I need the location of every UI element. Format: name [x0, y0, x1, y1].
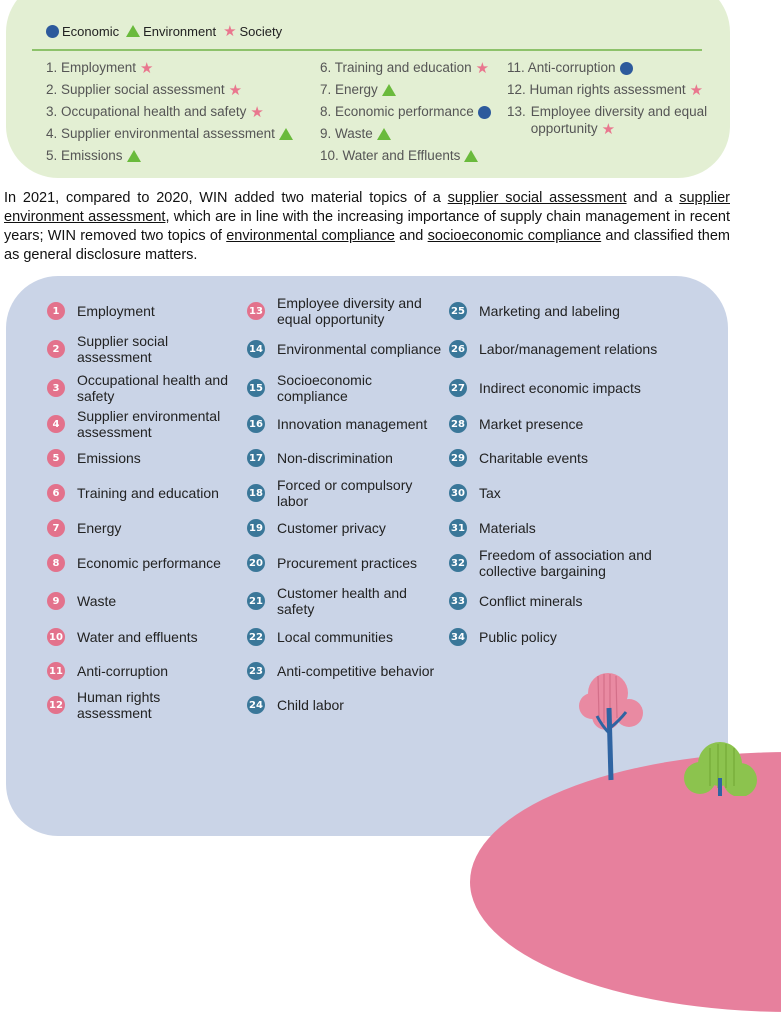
- underlined-topic-text: supplier environment assessment: [4, 190, 730, 225]
- topic-item: [449, 475, 679, 511]
- topic-label: Materials: [479, 520, 536, 536]
- economic-circle-icon: [46, 25, 59, 38]
- environment-triangle-icon: [279, 128, 293, 140]
- topic-item: [247, 510, 443, 546]
- material-topic-label: 6. Training and education: [320, 60, 472, 75]
- material-topic-label: 11. Anti-corruption: [507, 60, 616, 75]
- topic-label: Emissions: [77, 450, 141, 466]
- topic-item: [247, 653, 443, 689]
- material-topic-label: 1. Employment: [46, 60, 137, 75]
- topic-item: [449, 370, 679, 406]
- topic-label: Innovation management: [277, 416, 428, 432]
- topic-item: [47, 510, 237, 546]
- topic-label: Customer health and safety: [277, 585, 407, 617]
- society-star-icon: ★: [601, 120, 616, 138]
- change-description-paragraph: [4, 189, 730, 265]
- underlined-topic-text: socioeconomic compliance: [427, 228, 602, 244]
- topic-label: Energy: [77, 520, 122, 536]
- topic-number-badge: 25: [449, 302, 467, 320]
- topic-number-badge: 3: [47, 379, 65, 397]
- topic-item: [47, 370, 237, 406]
- topic-item: [449, 440, 679, 476]
- material-topic-label: 3. Occupational health and safety: [46, 104, 247, 119]
- topic-label: Tax: [479, 485, 501, 501]
- topic-number-badge: 5: [47, 449, 65, 467]
- topic-number-badge: 4: [47, 415, 65, 433]
- topic-number-badge: 27: [449, 379, 467, 397]
- legend-item: [46, 24, 119, 39]
- topic-item: [247, 293, 443, 329]
- material-topic-item: [507, 101, 725, 137]
- topic-number-badge: 6: [47, 484, 65, 502]
- material-topic-item: [46, 79, 316, 101]
- topic-label: Indirect economic impacts: [479, 380, 641, 396]
- society-star-icon: ★: [140, 59, 154, 77]
- topic-number-badge: 34: [449, 628, 467, 646]
- society-star-icon: ★: [228, 81, 243, 99]
- tree-illustration-icon: [570, 668, 781, 796]
- underlined-topic-text: supplier social assessment: [447, 190, 627, 206]
- topic-label: Public policy: [479, 629, 557, 645]
- topic-item: [247, 583, 443, 619]
- topic-number-badge: 8: [47, 554, 65, 572]
- topic-number-badge: 17: [247, 449, 265, 467]
- topic-label: Environmental compliance: [277, 341, 442, 357]
- topic-label: Charitable events: [479, 450, 588, 466]
- topic-item: [47, 331, 237, 367]
- topic-label: Anti-corruption: [77, 663, 169, 679]
- topic-item: [449, 406, 679, 442]
- topic-label: Non-discrimination: [277, 450, 393, 466]
- material-topic-item: [46, 123, 316, 145]
- topic-item: [247, 440, 443, 476]
- material-topic-number: 13.: [507, 104, 526, 119]
- topic-label: Waste: [77, 593, 117, 609]
- legend-item: [126, 24, 216, 39]
- topic-number-badge: 7: [47, 519, 65, 537]
- paragraph-text: and: [394, 228, 428, 244]
- material-topic-label: 9. Waste: [320, 126, 373, 141]
- legend-label: Environment: [143, 23, 217, 39]
- topic-label: Marketing and labeling: [479, 303, 620, 319]
- environment-triangle-icon: [377, 128, 391, 140]
- topic-item: [449, 545, 679, 581]
- topic-item: [247, 406, 443, 442]
- legend: [46, 22, 289, 40]
- material-topic-item: [320, 101, 510, 123]
- material-topics-column-2: [320, 57, 510, 167]
- topic-label: Human rights assessment: [77, 689, 161, 721]
- topic-item: [47, 619, 237, 655]
- material-topic-item: [46, 101, 316, 123]
- topic-item: [247, 475, 443, 511]
- paragraph-text: and classified them as general disclosure matters.: [4, 228, 731, 263]
- topic-label: Procurement practices: [277, 555, 418, 571]
- topic-number-badge: 9: [47, 592, 65, 610]
- topic-number-badge: 11: [47, 662, 65, 680]
- topic-number-badge: 16: [247, 415, 265, 433]
- topic-item: [449, 293, 679, 329]
- topic-label: Anti-competitive behavior: [277, 663, 435, 679]
- topic-item: [47, 653, 237, 689]
- topic-label: Socioeconomic compliance: [277, 372, 372, 404]
- material-topic-item: [320, 79, 510, 101]
- society-star-icon: ★: [689, 81, 704, 99]
- economic-circle-icon: [478, 106, 491, 119]
- topic-number-badge: 10: [47, 628, 65, 646]
- material-topic-label: Employee diversity and equal opportunity: [530, 104, 708, 136]
- material-topic-item: [320, 145, 510, 167]
- topic-label: Supplier environmental assessment: [77, 408, 221, 440]
- topic-number-badge: 18: [247, 484, 265, 502]
- topic-number-badge: 19: [247, 519, 265, 537]
- topic-number-badge: 13: [247, 302, 265, 320]
- topic-number-badge: 22: [247, 628, 265, 646]
- topic-label: Forced or compulsory labor: [277, 477, 413, 509]
- material-topics-column-3: [507, 57, 725, 137]
- legend-divider: [32, 49, 702, 51]
- topic-item: [247, 687, 443, 723]
- material-topic-item: [507, 57, 725, 79]
- society-star-icon: ★: [475, 59, 490, 77]
- material-topic-label: 8. Economic performance: [320, 104, 474, 119]
- topic-label: Occupational health and safety: [77, 372, 228, 404]
- topic-item: [247, 331, 443, 367]
- topic-number-badge: 23: [247, 662, 265, 680]
- topic-item: [47, 293, 237, 329]
- material-topic-label: 4. Supplier environmental assessment: [46, 126, 275, 141]
- topic-number-badge: 30: [449, 484, 467, 502]
- topic-item: [247, 370, 443, 406]
- material-topic-label: 2. Supplier social assessment: [46, 82, 225, 97]
- topic-label: Water and effluents: [77, 629, 198, 645]
- topic-item: [247, 545, 443, 581]
- material-topic-item: [46, 145, 316, 167]
- society-star-icon: ★: [223, 22, 237, 40]
- legend-label: Society: [239, 23, 283, 39]
- environment-triangle-icon: [127, 150, 141, 162]
- material-topic-label: 5. Emissions: [46, 148, 123, 163]
- topic-label: Supplier social assessment: [77, 333, 169, 365]
- legend-label: Economic: [62, 23, 120, 39]
- environment-triangle-icon: [126, 25, 140, 37]
- topic-number-badge: 33: [449, 592, 467, 610]
- topic-number-badge: 2: [47, 340, 65, 358]
- material-topic-label: 7. Energy: [320, 82, 378, 97]
- topic-item: [47, 687, 237, 723]
- society-star-icon: ★: [250, 103, 264, 121]
- topic-number-badge: 12: [47, 696, 65, 714]
- topic-label: Conflict minerals: [479, 593, 583, 609]
- topic-item: [449, 583, 679, 619]
- topic-number-badge: 21: [247, 592, 265, 610]
- material-topic-label: 10. Water and Effluents: [320, 148, 461, 163]
- environment-triangle-icon: [464, 150, 478, 162]
- economic-circle-icon: [620, 62, 633, 75]
- topic-number-badge: 15: [247, 379, 265, 397]
- topic-item: [449, 331, 679, 367]
- topic-item: [247, 619, 443, 655]
- topic-item: [449, 619, 679, 655]
- topic-number-badge: 32: [449, 554, 467, 572]
- topic-label: Employee diversity and equal opportunity: [277, 295, 422, 327]
- topic-number-badge: 24: [247, 696, 265, 714]
- topic-item: [47, 406, 237, 442]
- topic-label: Training and education: [77, 485, 219, 501]
- topic-item: [47, 475, 237, 511]
- topic-number-badge: 28: [449, 415, 467, 433]
- material-topic-item: [320, 57, 510, 79]
- topic-label: Employment: [77, 303, 155, 319]
- material-topic-item: [320, 123, 510, 145]
- material-topic-item: [46, 57, 316, 79]
- material-topics-column-1: [46, 57, 316, 167]
- topic-label: Child labor: [277, 697, 344, 713]
- topic-label: Freedom of association and collective bargaining: [479, 547, 652, 579]
- paragraph-text: In 2021, compared to 2020, WIN added two material topics of a: [4, 190, 448, 206]
- environment-triangle-icon: [382, 84, 396, 96]
- topic-item: [449, 510, 679, 546]
- material-topic-item: [507, 79, 725, 101]
- paragraph-text: and a: [626, 190, 680, 206]
- topic-item: [47, 440, 237, 476]
- topic-label: Economic performance: [77, 555, 221, 571]
- topic-number-badge: 26: [449, 340, 467, 358]
- topic-number-badge: 31: [449, 519, 467, 537]
- legend-item: [223, 24, 282, 39]
- topic-label: Labor/management relations: [479, 341, 658, 357]
- topic-number-badge: 1: [47, 302, 65, 320]
- topic-label: Customer privacy: [277, 520, 386, 536]
- topic-number-badge: 20: [247, 554, 265, 572]
- topic-item: [47, 583, 237, 619]
- underlined-topic-text: environmental compliance: [226, 228, 395, 244]
- paragraph-text: , which are in line with the increasing importance of supply chain management in recent years; WIN removed two topics of: [4, 209, 731, 244]
- topic-label: Local communities: [277, 629, 393, 645]
- topic-number-badge: 14: [247, 340, 265, 358]
- material-topic-label: 12. Human rights assessment: [507, 82, 686, 97]
- topic-label: Market presence: [479, 416, 584, 432]
- topic-number-badge: 29: [449, 449, 467, 467]
- topic-item: [47, 545, 237, 581]
